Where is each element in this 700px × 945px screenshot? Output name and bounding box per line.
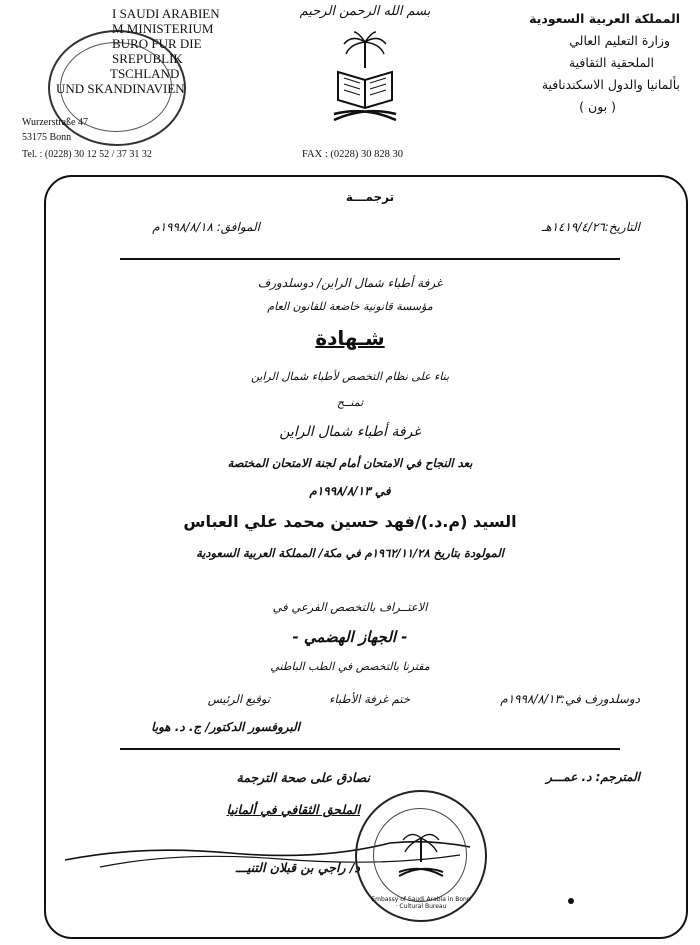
place-date: دوسلدورف في:١٩٩٨/٨/١٣م — [500, 692, 640, 706]
exam-date: في ١٩٩٨/٨/١٣م — [309, 484, 391, 498]
grantor: غرفة أطباء شمال الراين — [279, 424, 421, 440]
issuer: غرفة أطباء شمال الراين/ دوسلدورف — [257, 276, 443, 290]
attache-title: الملحق الثقافي في ألمانيا — [226, 802, 360, 817]
professor-name: البروفسور الدكتور/ ج. د. هوبا — [151, 720, 300, 734]
letterhead-tel: Tel. : (0228) 30 12 52 / 37 31 32 — [22, 149, 152, 160]
stamp-text: Embassy of Saudi Arabia in Bonn · Cultural Bureau — [371, 896, 471, 910]
president-signature-label: توقيع الرئيس — [207, 692, 270, 706]
german-line-6: UND SKANDINAVIEN — [56, 81, 185, 96]
recipient-name: السيد (م.د.)/فهد حسين محمد علي العباس — [183, 512, 517, 531]
recognition-text: الاعتــراف بالتخصص الفرعي في — [272, 600, 428, 614]
translator: المترجم: د. عمـــر — [546, 770, 640, 784]
specialty: - الجهاز الهضمي - — [292, 628, 408, 646]
letterhead-german — [56, 6, 220, 96]
divider-bottom — [120, 748, 620, 750]
german-line-1: I SAUDI ARABIEN — [112, 6, 220, 21]
certificate-title: شـهادة — [315, 326, 385, 350]
letterhead-arabic — [470, 8, 680, 118]
after-passing: بعد النجاح في الامتحان أمام لجنة الامتحان المختصة — [227, 456, 473, 470]
letterhead-street: Wurzerstraße 47 — [22, 117, 88, 128]
letterhead-city: 53175 Bonn — [22, 132, 72, 143]
german-line-5: TSCHLAND — [110, 66, 180, 81]
date-hijri: التاريخ:١٤١٩/٤/٢٦هـ — [541, 220, 640, 234]
saudi-emblem-icon — [330, 28, 400, 128]
linked-specialty: مقترنا بالتخصص في الطب الباطني — [270, 660, 430, 673]
certify-text: نصادق على صحة الترجمة — [236, 770, 370, 785]
date-gregorian: الموافق: ١٩٩٨/٨/١٨م — [152, 220, 260, 234]
arabic-line-4: بألمانيا والدول الاسكندنافية — [541, 77, 680, 92]
arabic-line-2: وزارة التعليم العالي — [569, 33, 670, 48]
arabic-line-1: المملكة العربية السعودية — [529, 11, 680, 26]
chamber-seal-label: ختم غرفة الأطباء — [329, 692, 410, 706]
embassy-stamp — [355, 790, 487, 922]
basmala: بسم الله الرحمن الرحيم — [299, 4, 431, 19]
page-mark — [568, 898, 574, 904]
translation-label: ترجمـــة — [345, 190, 395, 204]
arabic-line-3: الملحقية الثقافية — [568, 55, 654, 70]
issuer-sub: مؤسسة قانونية خاضعة للقانون العام — [267, 300, 433, 313]
arabic-line-5: ( بون ) — [579, 99, 616, 114]
grants-text: تمنــح — [336, 396, 364, 409]
german-line-3: BURO FUR DIE — [112, 36, 202, 51]
basis-text: بناء على نظام التخصص لأطباء شمال الراين — [250, 370, 450, 383]
german-line-2: M MINISTERIUM — [112, 21, 214, 36]
german-line-4: SREPUBLIK — [112, 51, 183, 66]
attache-name: د/ راجي بن قبلان التنيـــ — [235, 860, 360, 875]
birth-info: المولودة بتاريخ ١٩٦٢/١١/٢٨م في مكة/ المملكة العربية السعودية — [196, 546, 504, 560]
divider-top — [120, 258, 620, 260]
letterhead-fax: FAX : (0228) 30 828 30 — [302, 149, 404, 160]
